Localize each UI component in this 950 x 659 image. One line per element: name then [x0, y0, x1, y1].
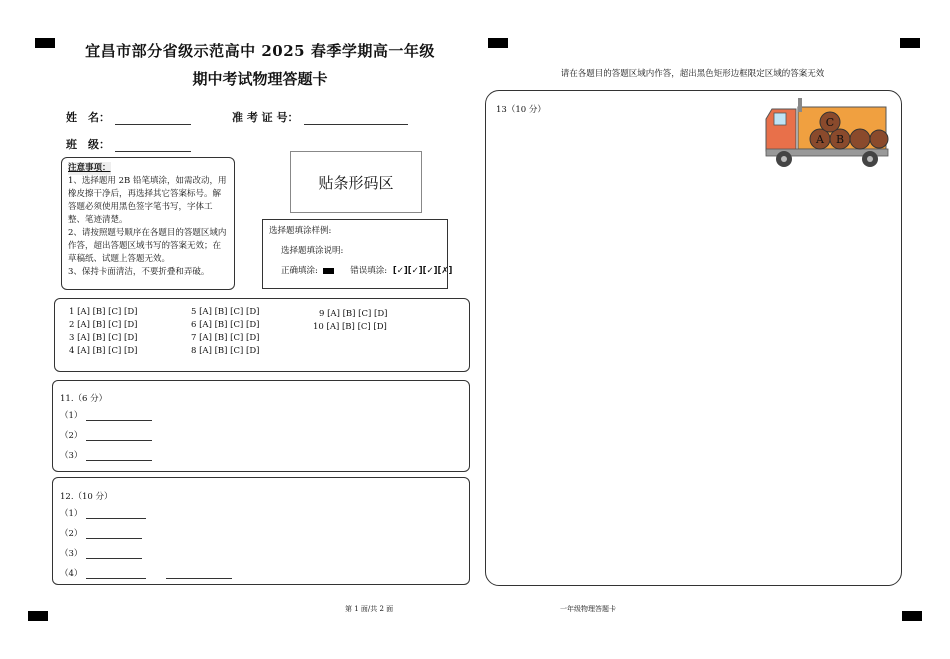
mc-question-3[interactable]: 3 [A] [B] [C] [D] [69, 333, 138, 343]
log-b-label: B [835, 133, 845, 146]
answer-label: （3） [60, 451, 83, 461]
name-label: 姓 名： [66, 111, 110, 124]
answer-line[interactable] [60, 429, 152, 441]
answer-label: （1） [60, 411, 83, 421]
notes-item: 3、保持卡面清洁，不要折叠和弄破。 [68, 267, 210, 277]
question-12-title: 12.（10 分） [60, 492, 113, 502]
question-12-box [52, 477, 470, 585]
sample-desc: 选择题填涂说明: [281, 246, 344, 256]
sample-correct-mark [323, 268, 334, 274]
class-line[interactable] [115, 139, 191, 152]
fill-sample-box [262, 219, 453, 289]
blank-line[interactable] [86, 451, 152, 461]
page-title-line1: 宜昌市部分省级示范高中 2025 春季学期高一年级 [85, 42, 435, 60]
barcode-area: 贴条形码区 [290, 151, 422, 213]
blank-line[interactable] [86, 529, 142, 539]
truck-illustration [762, 93, 892, 171]
sample-title: 选择题填涂样例: [269, 226, 332, 236]
log-c-label: C [825, 116, 835, 129]
notes-item: 1、选择题用 2B 铅笔填涂，如需改动，用橡皮擦干净后，再选择其它答案标号。解答题必须使用黑色签字笔书写，字体工整、笔迹清楚。 [68, 176, 227, 225]
mc-question-2[interactable]: 2 [A] [B] [C] [D] [69, 320, 138, 330]
log-a-label: A [816, 133, 824, 146]
notes-heading: 注意事项： [68, 163, 111, 173]
class-field[interactable] [66, 133, 191, 152]
mc-question-6[interactable]: 6 [A] [B] [C] [D] [191, 320, 260, 330]
footer-page-number: 第 1 面/共 2 面 [345, 605, 394, 613]
answer-line[interactable] [60, 409, 152, 421]
mc-question-8[interactable]: 8 [A] [B] [C] [D] [191, 346, 260, 356]
blank-line[interactable] [86, 509, 146, 519]
mc-question-9[interactable]: 9 [A] [B] [C] [D] [319, 309, 388, 319]
log-far-right [870, 130, 888, 148]
exam-id-label: 准 考 证 号： [232, 111, 299, 124]
registration-mark-top-left [35, 38, 55, 48]
answer-line[interactable] [60, 507, 146, 519]
answer-label: （4） [60, 569, 83, 579]
answer-line[interactable] [60, 527, 142, 539]
question-13-box [485, 90, 902, 586]
right-page-header: 请在各题目的答题区域内作答，超出黑色矩形边框限定区域的答案无效 [560, 69, 825, 79]
registration-mark-bottom-right [902, 611, 922, 621]
mc-question-5[interactable]: 5 [A] [B] [C] [D] [191, 307, 260, 317]
notes-box [61, 157, 235, 290]
question-11-title: 11.（6 分） [60, 394, 108, 404]
registration-mark-bottom-left [28, 611, 48, 621]
log-right [850, 129, 870, 149]
exam-id-line[interactable] [304, 112, 408, 125]
question-13-title: 13（10 分） [496, 105, 546, 115]
name-field[interactable] [66, 106, 191, 125]
truck-exhaust [798, 98, 802, 112]
answer-label: （2） [60, 529, 83, 539]
sample-correct-label: 正确填涂: [281, 266, 318, 276]
page-title-line2: 期中考试物理答题卡 [192, 70, 328, 88]
mc-question-10[interactable]: 10 [A] [B] [C] [D] [313, 322, 387, 332]
multiple-choice-box [54, 298, 470, 372]
class-label: 班 级： [66, 138, 110, 151]
mc-question-4[interactable]: 4 [A] [B] [C] [D] [69, 346, 138, 356]
name-line[interactable] [115, 112, 191, 125]
truck-window [774, 113, 786, 125]
sample-wrong-label: 错误填涂: [350, 266, 388, 276]
sample-wrong-marks: [✓][✓][✓][✗] [392, 266, 453, 276]
mc-question-7[interactable]: 7 [A] [B] [C] [D] [191, 333, 260, 343]
notes-item: 2、请按照题号顺序在各题目的答题区域内作答，超出答题区域书写的答案无效；在草稿纸、试题上答题无效。 [68, 228, 227, 264]
exam-id-field[interactable] [232, 106, 408, 125]
registration-mark-top-right [900, 38, 920, 48]
footer-card-name: 一年级物理答题卡 [560, 605, 616, 613]
answer-label: （3） [60, 549, 83, 559]
blank-line[interactable] [86, 431, 152, 441]
mc-question-1[interactable]: 1 [A] [B] [C] [D] [69, 307, 138, 317]
question-11-box [52, 380, 470, 472]
blank-line[interactable] [86, 569, 146, 579]
answer-line[interactable] [60, 449, 152, 461]
registration-mark-top-middle [488, 38, 508, 48]
blank-line[interactable] [86, 549, 142, 559]
answer-label: （1） [60, 509, 83, 519]
blank-line[interactable] [86, 411, 152, 421]
answer-label: （2） [60, 431, 83, 441]
blank-line[interactable] [166, 569, 232, 579]
answer-line[interactable] [60, 547, 142, 559]
answer-line[interactable] [60, 567, 232, 579]
